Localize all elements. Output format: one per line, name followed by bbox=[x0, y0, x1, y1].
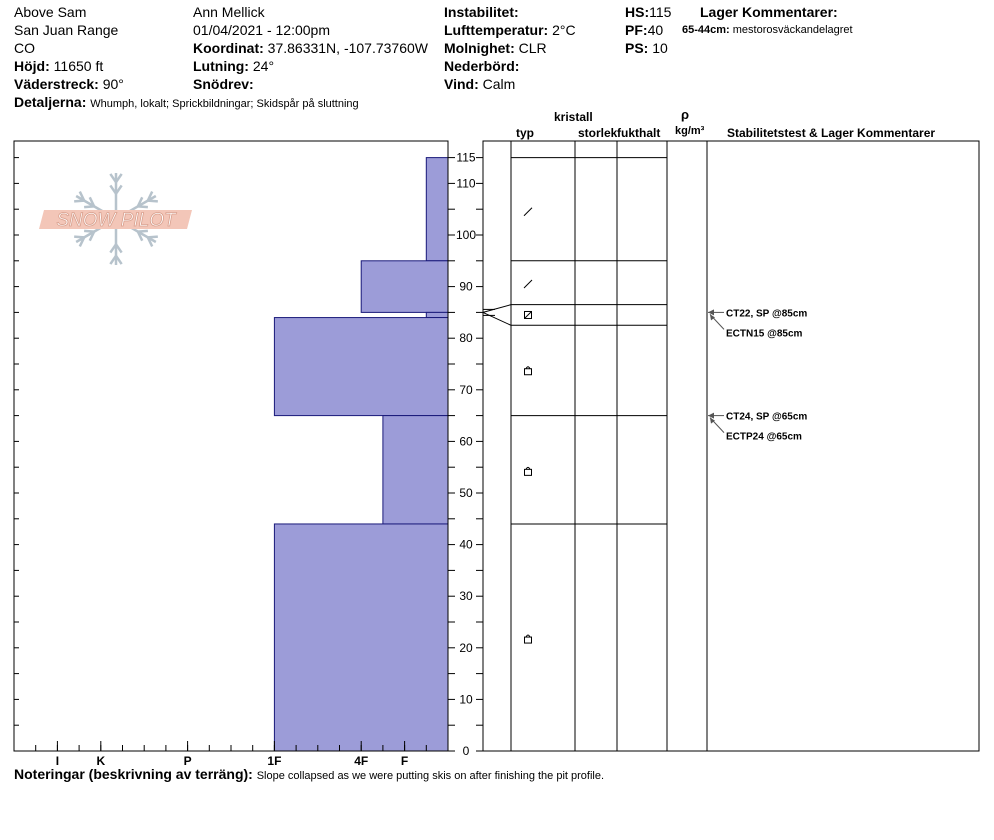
hardness-bars bbox=[274, 158, 448, 751]
layer-table-frame bbox=[483, 141, 979, 751]
instability-label: Instabilitet: bbox=[444, 4, 519, 20]
grain-symbol-faceted-rounded bbox=[525, 311, 532, 318]
depth-tick-label: 30 bbox=[459, 589, 473, 604]
layer-comment-range: 65-44cm: bbox=[682, 24, 730, 36]
col-density-unit: kg/m³ bbox=[675, 125, 705, 137]
observer-name: Ann Mellick bbox=[193, 4, 265, 20]
precip-label: Nederbörd: bbox=[444, 58, 520, 74]
col-stability-header: Stabilitetstest & Lager Kommentarer bbox=[727, 126, 936, 140]
site-range: San Juan Range bbox=[14, 22, 119, 38]
depth-axis bbox=[448, 151, 483, 758]
depth-tick-label: 60 bbox=[459, 434, 473, 449]
depth-tick-label: 80 bbox=[459, 331, 473, 346]
col-moisture-header: fukthalt bbox=[617, 126, 661, 140]
ps-label: PS: bbox=[625, 40, 649, 56]
col-type-header: typ bbox=[516, 126, 534, 140]
snowflake-branch bbox=[84, 206, 94, 207]
site-state: CO bbox=[14, 40, 35, 56]
hardness-bar bbox=[383, 416, 448, 524]
pf-label: PF: bbox=[625, 22, 648, 38]
slope-label: Lutning: bbox=[193, 58, 249, 74]
grain-symbol-faceted bbox=[525, 467, 532, 475]
hardness-bar bbox=[426, 158, 448, 261]
grain-symbol-decomposing bbox=[524, 208, 532, 216]
depth-tick-label: 10 bbox=[459, 692, 473, 707]
logo-text: SNOW PILOT bbox=[56, 210, 176, 231]
sky-value: CLR bbox=[518, 40, 547, 56]
hardness-axis bbox=[14, 741, 448, 768]
test-label: ECTP24 @65cm bbox=[726, 431, 802, 443]
stability-tests bbox=[708, 308, 807, 442]
depth-tick-label: 100 bbox=[455, 228, 477, 242]
grain-symbol-faceted bbox=[525, 635, 532, 643]
snowflake-branch bbox=[148, 237, 158, 238]
snowflake-branch bbox=[138, 206, 148, 207]
facet-square bbox=[525, 637, 532, 643]
grain-symbol-faceted bbox=[525, 367, 532, 375]
hardness-left-ticks bbox=[14, 158, 19, 751]
grain-symbol-decomposing bbox=[524, 280, 532, 288]
test-label: ECTN15 @85cm bbox=[726, 328, 803, 340]
snowflake-branch bbox=[74, 201, 84, 202]
col-crystal-header: kristall bbox=[554, 110, 593, 124]
air-temp-label: Lufttemperatur: bbox=[444, 22, 549, 38]
depth-tick-label: 90 bbox=[459, 279, 473, 294]
hardness-tick-label: 4F bbox=[354, 754, 369, 768]
layer-table bbox=[483, 141, 979, 751]
layer-connector bbox=[483, 305, 511, 313]
air-temp-value: 2°C bbox=[552, 22, 576, 38]
snowflake-branch bbox=[84, 231, 94, 232]
wind-value: Calm bbox=[482, 76, 516, 92]
decomposing-mark bbox=[524, 280, 532, 288]
layer-connector bbox=[483, 312, 511, 325]
snowflake-branch bbox=[74, 237, 84, 238]
depth-tick-label: 0 bbox=[462, 744, 470, 758]
hs-value: 115 bbox=[649, 4, 672, 20]
hardness-bar bbox=[274, 318, 448, 416]
hardness-tick-label: I bbox=[55, 754, 60, 768]
col-rho-header: ρ bbox=[681, 107, 690, 122]
hardness-tick-label: F bbox=[400, 754, 409, 768]
sky-label: Molnighet: bbox=[444, 40, 515, 56]
pf-value: 40 bbox=[647, 22, 664, 38]
hardness-tick-label: 1F bbox=[267, 754, 282, 768]
drift-label: Snödrev: bbox=[193, 76, 254, 92]
details-label: Detaljerna: bbox=[14, 94, 87, 110]
hardness-tick-label: K bbox=[96, 754, 106, 768]
facet-diagonal bbox=[525, 311, 532, 318]
snowflake-branch bbox=[138, 231, 148, 232]
test-label: CT22, SP @85cm bbox=[726, 308, 808, 320]
depth-tick-label: 40 bbox=[459, 537, 473, 552]
hardness-bar bbox=[274, 524, 448, 751]
observation-datetime: 01/04/2021 - 12:00pm bbox=[193, 22, 330, 38]
depth-tick-label: 70 bbox=[459, 382, 473, 397]
ps-value: 10 bbox=[652, 40, 668, 56]
site-name: Above Sam bbox=[14, 4, 87, 20]
col-size-header: storlek bbox=[578, 126, 618, 140]
elevation-label: Höjd: bbox=[14, 58, 50, 74]
wind-label: Vind: bbox=[444, 76, 479, 92]
depth-tick-label: 115 bbox=[456, 150, 476, 165]
aspect-label: Väderstreck: bbox=[14, 76, 99, 92]
depth-tick-label: 50 bbox=[459, 486, 473, 500]
aspect-value: 90° bbox=[102, 76, 124, 92]
slope-value: 24° bbox=[252, 58, 275, 74]
facet-square bbox=[525, 469, 532, 475]
notes-text: Slope collapsed as we were putting skis on after finishing the pit profile. bbox=[256, 770, 605, 782]
test-label: CT24, SP @65cm bbox=[726, 411, 808, 423]
hs-label: HS: bbox=[625, 4, 650, 20]
layer-comment-text: mestorosväckandelagret bbox=[732, 24, 853, 36]
test-arrow bbox=[708, 413, 714, 419]
hardness-bar bbox=[426, 312, 448, 317]
hardness-tick-label: P bbox=[183, 754, 192, 768]
notes-row bbox=[14, 766, 604, 783]
notes-label: Noteringar (beskrivning av terräng): bbox=[14, 766, 253, 782]
elevation-value: 11650 ft bbox=[53, 58, 104, 74]
depth-tick-label: 20 bbox=[459, 640, 473, 655]
layer-comments-title: Lager Kommentarer: bbox=[700, 4, 838, 20]
coord-value: 37.86331N, -107.73760W bbox=[267, 40, 428, 56]
facet-square bbox=[525, 369, 532, 375]
coord-label: Koordinat: bbox=[193, 40, 264, 56]
decomposing-mark bbox=[524, 208, 532, 216]
details-value: Whumph, lokalt; Sprickbildningar; Skidspår på sluttning bbox=[90, 98, 359, 110]
test-arrow bbox=[708, 309, 714, 315]
hardness-bar bbox=[361, 261, 448, 313]
snow-pilot-logo bbox=[39, 173, 192, 265]
snowflake-branch bbox=[148, 201, 158, 202]
grain-symbols bbox=[524, 208, 532, 643]
depth-tick-label: 110 bbox=[456, 176, 476, 191]
